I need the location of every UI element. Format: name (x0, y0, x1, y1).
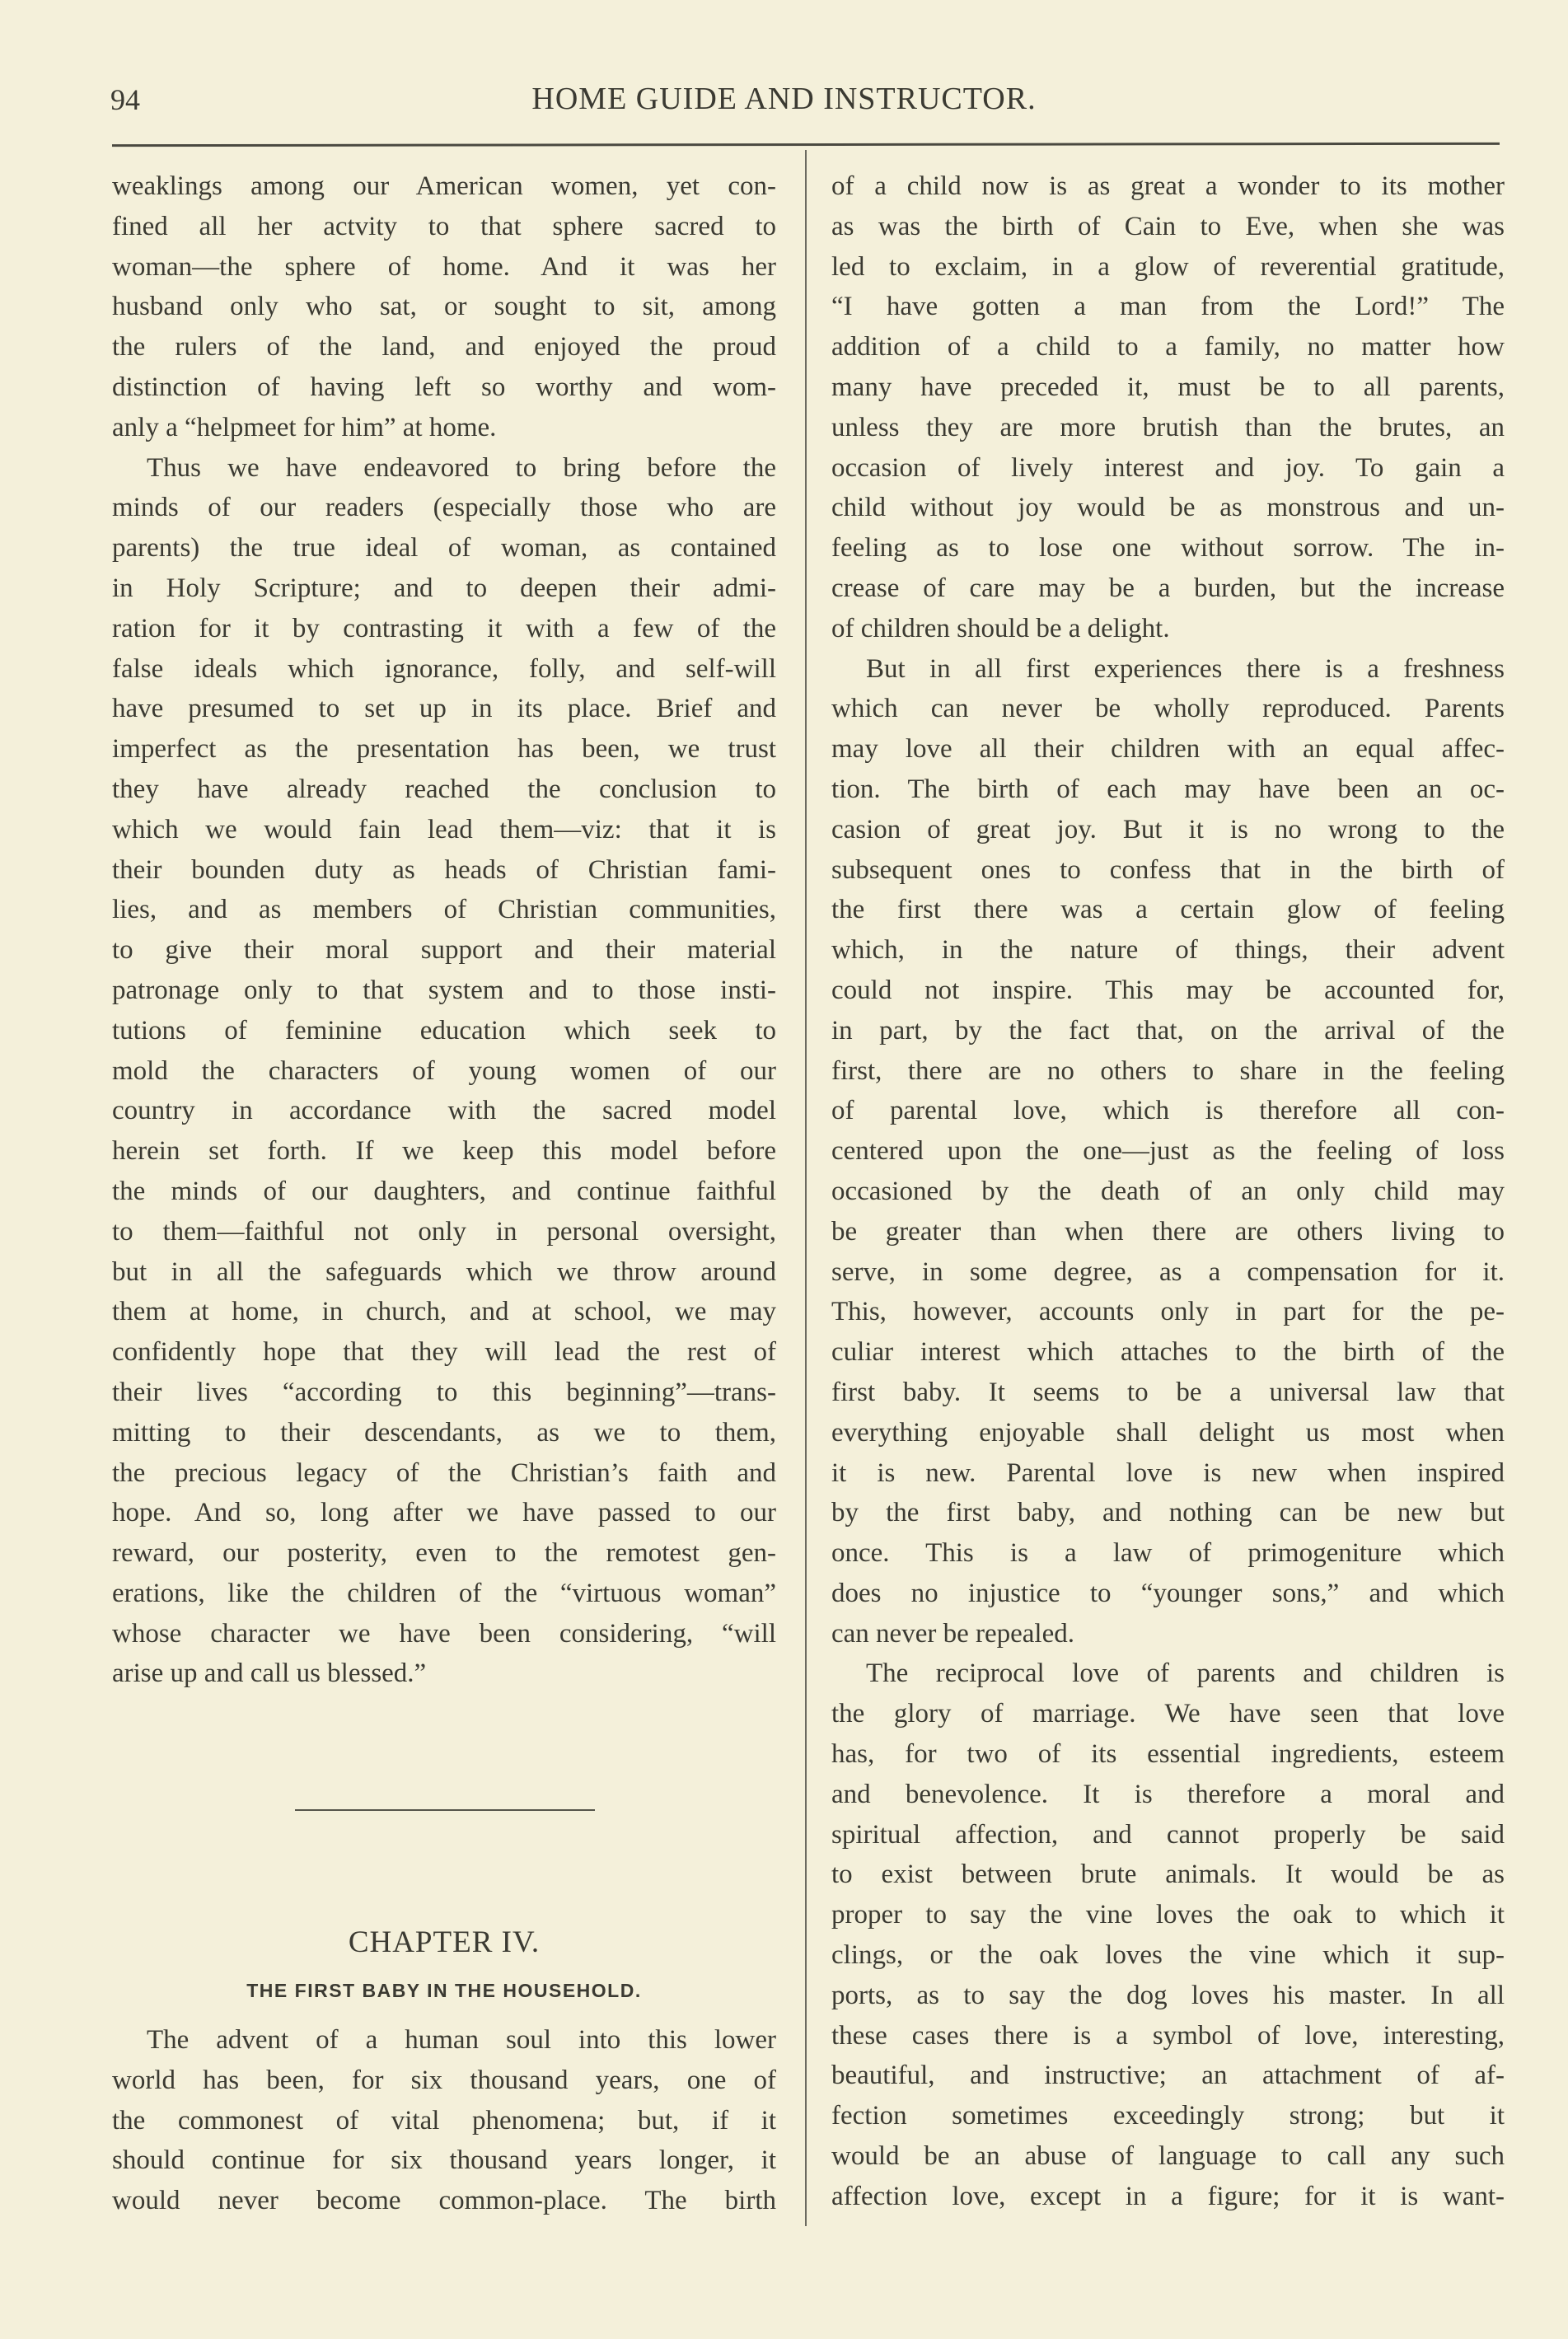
text-line: hope. And so, long after we have passed to our (112, 1498, 776, 1528)
text-line: clings, or the oak loves the vine which it sup- (831, 1940, 1505, 1971)
text-line: crease of care may be a burden, but the increase (831, 573, 1505, 603)
chapter-title: CHAPTER IV. (348, 1925, 541, 1959)
text-line: whose character we have been considering, “will (112, 1618, 776, 1649)
right-column (831, 166, 1505, 2217)
text-line: the commonest of vital phenomena; but, if it (112, 2105, 776, 2136)
text-line: which we would fain lead them—viz: that it is (112, 814, 776, 844)
text-line: and benevolence. It is therefore a moral and (831, 1779, 1505, 1809)
text-line: everything enjoyable shall delight us most when (831, 1417, 1505, 1448)
text-line: to them—faithful not only in personal oversight, (112, 1216, 776, 1247)
text-line: which can never be wholly reproduced. Parents (831, 694, 1505, 724)
text-line: addition of a child to a family, no matter how (831, 332, 1505, 363)
text-line: first, there are no others to share in the feeling (831, 1055, 1505, 1086)
text-line: tutions of feminine education which seek to (112, 1015, 776, 1046)
text-line: centered upon the one—just as the feeling of loss (831, 1136, 1505, 1167)
text-line: they have already reached the conclusion to (112, 774, 776, 804)
text-line: has, for two of its essential ingredients, esteem (831, 1739, 1505, 1770)
text-line: which, in the nature of things, their advent (831, 935, 1505, 966)
chapter-opening-text (112, 2020, 776, 2221)
text-line: fection sometimes exceedingly strong; but it (831, 2101, 1505, 2131)
text-line: affection love, except in a figure; for it is want- (831, 2181, 1505, 2211)
text-line: ration for it by contrasting it with a few of the (112, 613, 776, 643)
text-line: in Holy Scripture; and to deepen their admi- (112, 573, 776, 603)
text-line: serve, in some degree, as a compensation for it. (831, 1256, 1505, 1287)
column-divider (805, 150, 807, 2226)
text-line: but in all the safeguards which we throw around (112, 1256, 776, 1287)
text-line: the rulers of the land, and enjoyed the proud (112, 332, 776, 363)
text-line: The reciprocal love of parents and children is (866, 1658, 1505, 1689)
text-line: The advent of a human soul into this lower (147, 2025, 776, 2055)
text-line: patronage only to that system and to those insti- (112, 975, 776, 1005)
text-line: would never become common-place. The birth (112, 2186, 776, 2216)
text-line: false ideals which ignorance, folly, and self-will (112, 653, 776, 684)
text-line: could not inspire. This may be accounted for, (831, 975, 1505, 1005)
text-line: unless they are more brutish than the brutes, an (831, 412, 1505, 442)
chapter-subtitle: THE FIRST BABY IN THE HOUSEHOLD. (246, 1980, 642, 2001)
text-line: beautiful, and instructive; an attachment of af- (831, 2061, 1505, 2091)
text-line: these cases there is a symbol of love, interesting, (831, 2020, 1505, 2051)
text-line: ports, as to say the dog loves his master. In all (831, 1980, 1505, 2010)
paragraph (112, 448, 776, 1695)
text-line: proper to say the vine loves the oak to which it (831, 1900, 1505, 1930)
text-line: imperfect as the presentation has been, we trust (112, 734, 776, 765)
text-line: led to exclaim, in a glow of reverential gratitude, (831, 251, 1505, 282)
text-line: first baby. It seems to be a universal law that (831, 1377, 1505, 1407)
text-line: should continue for six thousand years longer, it (112, 2145, 776, 2176)
text-line: to exist between brute animals. It would be as (831, 1860, 1505, 1890)
text-line: mitting to their descendants, as we to them, (112, 1417, 776, 1448)
text-line: does no injustice to “younger sons,” and which (831, 1578, 1505, 1608)
text-line: reward, our posterity, even to the remotest gen- (112, 1538, 776, 1569)
text-line: of parental love, which is therefore all con- (831, 1096, 1505, 1126)
text-line: of a child now is as great a wonder to its mother (831, 171, 1505, 201)
text-line: the glory of marriage. We have seen that love (831, 1699, 1505, 1729)
text-line: anly a “helpmeet for him” at home. (112, 412, 497, 442)
section-break-rule (295, 1809, 595, 1811)
text-line: may love all their children with an equal affec- (831, 734, 1505, 765)
text-line: woman—the sphere of home. And it was her (112, 251, 776, 282)
text-line: child without joy would be as monstrous and un- (831, 493, 1505, 523)
text-line: But in all first experiences there is a freshness (866, 653, 1505, 684)
text-line: lies, and as members of Christian communities, (112, 895, 776, 925)
text-line: Thus we have endeavored to bring before the (147, 452, 776, 483)
text-line: in part, by the fact that, on the arrival of the (831, 1015, 1505, 1046)
paragraph (112, 166, 776, 448)
text-line: occasion of lively interest and joy. To gain a (831, 452, 1505, 483)
text-line: their bounden duty as heads of Christian fami- (112, 854, 776, 885)
text-line: This, however, accounts only in part for the pe- (831, 1297, 1505, 1327)
text-line: have presumed to set up in its place. Brief and (112, 694, 776, 724)
left-column (112, 166, 776, 1694)
header-rule (112, 143, 1500, 147)
text-line: tion. The birth of each may have been an oc- (831, 774, 1505, 804)
text-line: erations, like the children of the “virtuous woman” (112, 1578, 776, 1608)
text-line: country in accordance with the sacred model (112, 1096, 776, 1126)
text-line: arise up and call us blessed.” (112, 1658, 427, 1689)
text-line: feeling as to lose one without sorrow. The in- (831, 533, 1505, 564)
text-line: it is new. Parental love is new when inspired (831, 1457, 1505, 1488)
text-line: the precious legacy of the Christian’s faith and (112, 1457, 776, 1488)
text-line: their lives “according to this beginning”—trans- (112, 1377, 776, 1407)
text-line: them at home, in church, and at school, we may (112, 1297, 776, 1327)
text-line: casion of great joy. But it is no wrong to the (831, 814, 1505, 844)
text-line: fined all her actvity to that sphere sacred to (112, 211, 776, 241)
text-line: the minds of our daughters, and continue faithful (112, 1176, 776, 1206)
paragraph (831, 1654, 1505, 2216)
text-line: husband only who sat, or sought to sit, among (112, 292, 776, 322)
text-line: culiar interest which attaches to the birth of the (831, 1337, 1505, 1368)
text-line: by the first baby, and nothing can be new but (831, 1498, 1505, 1528)
text-line: can never be repealed. (831, 1618, 1074, 1649)
text-line: as was the birth of Cain to Eve, when she was (831, 211, 1505, 241)
paragraph (112, 2020, 776, 2221)
text-line: to give their moral support and their material (112, 935, 776, 966)
text-line: of children should be a delight. (831, 613, 1170, 643)
text-line: world has been, for six thousand years, one of (112, 2065, 776, 2095)
text-line: parents) the true ideal of woman, as contained (112, 533, 776, 564)
text-line: distinction of having left so worthy and wom- (112, 372, 776, 402)
text-line: “I have gotten a man from the Lord!” The (831, 292, 1505, 322)
text-line: the first there was a certain glow of feeling (831, 895, 1505, 925)
paragraph (831, 649, 1505, 1654)
text-line: occasioned by the death of an only child may (831, 1176, 1505, 1206)
text-line: would be an abuse of language to call any such (831, 2141, 1505, 2172)
text-line: subsequent ones to confess that in the birth of (831, 854, 1505, 885)
text-line: mold the characters of young women of our (112, 1055, 776, 1086)
text-line: confidently hope that they will lead the rest of (112, 1337, 776, 1368)
text-line: many have preceded it, must be to all parents, (831, 372, 1505, 402)
text-line: once. This is a law of primogeniture which (831, 1538, 1505, 1569)
running-title: HOME GUIDE AND INSTRUCTOR. (531, 82, 1037, 116)
text-line: weaklings among our American women, yet con- (112, 171, 776, 201)
text-line: minds of our readers (especially those who are (112, 493, 776, 523)
text-line: herein set forth. If we keep this model before (112, 1136, 776, 1167)
text-line: be greater than when there are others living to (831, 1216, 1505, 1247)
page-number: 94 (110, 83, 140, 116)
paragraph (831, 166, 1505, 649)
text-line: spiritual affection, and cannot properly be said (831, 1819, 1505, 1850)
